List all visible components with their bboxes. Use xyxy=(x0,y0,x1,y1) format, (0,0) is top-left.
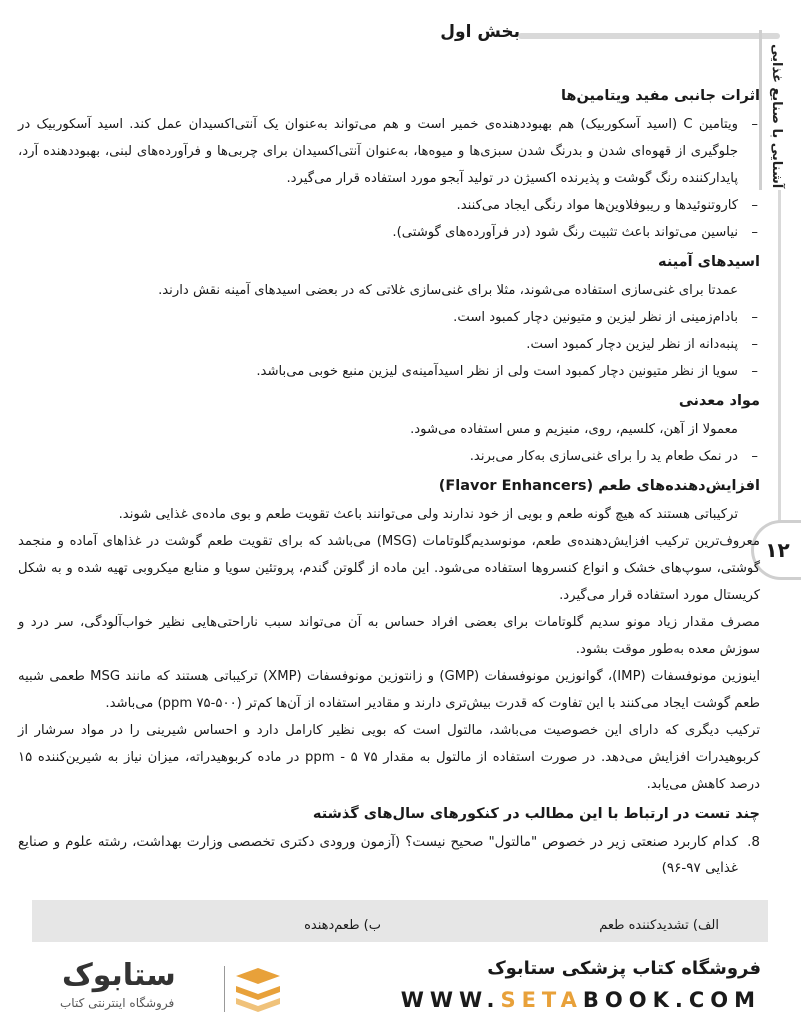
paragraph: عمدتا برای غنی‌سازی استفاده می‌شوند، مثلا برای غنی‌سازی غلاتی که در بعضی اسیدهای آمینه نقش دارند. xyxy=(158,283,738,298)
paragraph: اینوزین مونوفسفات (IMP)، گوانوزین مونوفسفات (GMP) و زانتوزین مونوفسفات (XMP) ترکیباتی هستند که مانند MSG طعمی شبیه طعم گوشت ایجاد می‌کنند با این تفاوت که قدرت بیش‌تری دارند و مقادیر استفاده از آن‌ها کم‌تر (۵۰۰-۷۵ ppm) می‌باشد. xyxy=(18,669,760,711)
paragraph: ترکیباتی هستند که هیچ گونه طعم و بویی از خود ندارند ولی می‌توانند باعث تقویت طعم و بوی ماده‌ی غذایی شوند. xyxy=(118,507,738,522)
store-name: فروشگاه کتاب پزشکی ستابوک xyxy=(487,958,761,979)
page-content xyxy=(18,80,760,881)
question-item xyxy=(18,829,760,881)
book-logo-icon xyxy=(232,966,284,1012)
url-suffix: BOOK.COM xyxy=(582,988,761,1012)
store-url[interactable] xyxy=(401,988,761,1012)
option-b: ب) طعم‌دهنده xyxy=(304,918,381,933)
list-item: – ویتامین C (اسید آسکوربیک) هم بهبوددهنده‌ی خمیر است و هم می‌تواند به‌عنوان یک آنتی‌اکسیدان عمل کند. اسید آسکوربیک در جلوگیری از قهوه‌ای شدن و بدرنگ شدن سبزی‌ها و میوه‌ها، به‌عنوان آنتی‌اکسیدان برای چربی‌ها و فرآورده‌های لبنی، بهبوددهنده آرد، پایدارکننده رنگ گوشت و پذیرنده اکسیژن در تولید آبجو مورد استفاده قرار می‌گیرد. xyxy=(18,111,760,192)
page-number: ۱۲ xyxy=(751,520,801,580)
chapter-header xyxy=(420,22,780,46)
header-rule xyxy=(518,33,780,39)
section-heading: افزایش‌دهنده‌های طعم (Flavor Enhancers) xyxy=(438,478,760,494)
option-a: الف) تشدیدکننده طعم xyxy=(599,918,719,933)
side-tab-text: آشنایی با صنایع غذایی xyxy=(769,43,784,188)
logo-wordmark: ستابوک xyxy=(62,958,176,993)
side-tab xyxy=(759,30,784,190)
url-prefix: WWW. xyxy=(400,988,501,1012)
section-heading: مواد معدنی xyxy=(678,393,760,409)
list-item: – بادام‌زمینی از نظر لیزین و متیونین دچار کمبود است. xyxy=(18,304,760,331)
paragraph: معمولا از آهن، کلسیم، روی، منیزیم و مس استفاده می‌شود. xyxy=(410,422,738,437)
list-item: – سویا از نظر متیونین دچار کمبود است ولی از نظر اسیدآمینه‌ی لیزین منبع خوبی می‌باشد. xyxy=(18,358,760,385)
paragraph: معروف‌ترین ترکیب افزایش‌دهنده‌ی طعم، مونوسدیم‌گلوتامات (MSG) می‌باشد که برای تقویت طعم گوشت در غذاهای آماده و منجمد گوشتی، سوپ‌های خشک و انواع کنسروها استفاده می‌شود. این ماده از گلوتن گندم، پروتئین سویا و منابع میکروبی تهیه شده و به شکل کریستال مورد استفاده قرار می‌گیرد. xyxy=(18,534,760,603)
logo-tagline: فروشگاه اینترنتی کتاب xyxy=(60,996,175,1010)
question-number: 8. xyxy=(747,834,760,850)
list-item: – پنبه‌دانه از نظر لیزین دچار کمبود است. xyxy=(18,331,760,358)
question-text: کدام کاربرد صنعتی زیر در خصوص "مالتول" صحیح نیست؟ (آزمون ورودی دکتری تخصصی وزارت بهداشت، رشته علوم و صنایع غذایی ۹۷-۹۶) xyxy=(18,834,738,876)
paragraph: مصرف مقدار زیاد مونو سدیم گلوتامات برای بعضی افراد حساس به آن می‌تواند سبب ناراحتی‌هایی نظیر خواب‌آلودگی، سر درد و سوزش معده به‌طور موقت بشود. xyxy=(18,615,760,657)
chapter-title: بخش اول xyxy=(440,22,520,42)
list-item: – نیاسین می‌تواند باعث تثبیت رنگ شود (در فرآورده‌های گوشتی). xyxy=(18,219,760,246)
side-rule xyxy=(778,190,781,525)
paragraph: ترکیب دیگری که دارای این خصوصیت می‌باشد، مالتول است که بویی نظیر کارامل دارد و احساس شیرینی را در مواد سرشار از کربوهیدرات افزایش می‌دهد. در صورت استفاده از مالتول به مقدار ۷۵ ppm - ۵ در ماده کربوهیدراته، میزان نیاز به شیرین‌کننده ۱۵ درصد کاهش می‌یابد. xyxy=(18,723,760,792)
list-item: – در نمک طعام ید را برای غنی‌سازی به‌کار می‌برند. xyxy=(18,443,760,470)
list-item: – کاروتنوئیدها و ریبوفلاوین‌ها مواد رنگی ایجاد می‌کنند. xyxy=(18,192,760,219)
section-heading: اسیدهای آمینه xyxy=(658,254,760,270)
section-heading: اثرات جانبی مفید ویتامین‌ها xyxy=(560,88,760,104)
section-heading: چند تست در ارتباط با این مطالب در کنکورهای سال‌های گذشته xyxy=(312,806,760,822)
logo-divider xyxy=(224,966,225,1012)
url-highlight: SETA xyxy=(500,988,583,1012)
